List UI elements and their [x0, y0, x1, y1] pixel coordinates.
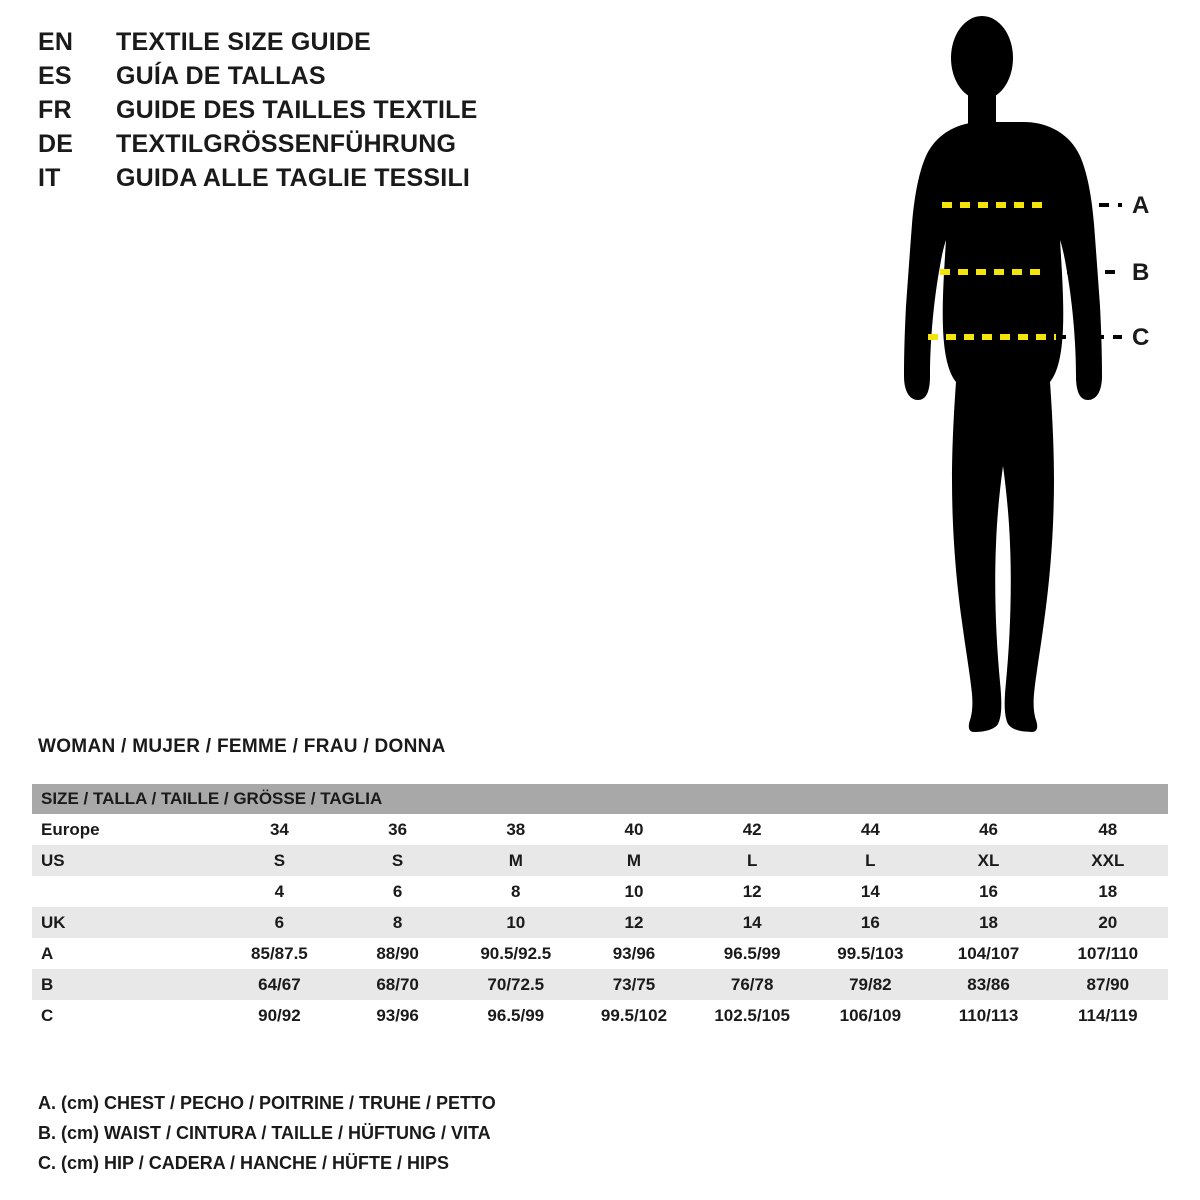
cell-usnum-1: 6	[339, 876, 457, 907]
cell-b-5: 79/82	[811, 969, 929, 1000]
title-row-en	[38, 28, 658, 62]
cell-a-4: 96.5/99	[693, 938, 811, 969]
title-lang-fr: FR	[38, 96, 72, 124]
cell-c-0: 90/92	[220, 1000, 338, 1031]
cell-usnum-5: 14	[811, 876, 929, 907]
cell-europe-4: 42	[693, 814, 811, 845]
row-label-c: C	[32, 1000, 220, 1031]
footnote-waist: B. (cm) WAIST / CINTURA / TAILLE / HÜFTUNG / VITA	[38, 1123, 491, 1143]
cell-uk-4: 14	[693, 907, 811, 938]
footnote-chest: A. (cm) CHEST / PECHO / POITRINE / TRUHE / PETTO	[38, 1093, 496, 1113]
footnote-block	[38, 1088, 938, 1178]
cell-europe-1: 36	[339, 814, 457, 845]
marker-label-b: B	[1132, 259, 1150, 286]
title-row-fr	[38, 96, 658, 130]
title-row-es	[38, 62, 658, 96]
cell-a-2: 90.5/92.5	[457, 938, 575, 969]
table-row	[32, 907, 1168, 938]
cell-a-6: 104/107	[929, 938, 1047, 969]
cell-a-5: 99.5/103	[811, 938, 929, 969]
cell-us-5: L	[811, 845, 929, 876]
body-figure	[860, 10, 1190, 750]
cell-usnum-4: 12	[693, 876, 811, 907]
cell-b-7: 87/90	[1048, 969, 1168, 1000]
title-lang-es: ES	[38, 62, 72, 90]
cell-b-4: 76/78	[693, 969, 811, 1000]
cell-uk-7: 20	[1048, 907, 1168, 938]
cell-europe-7: 48	[1048, 814, 1168, 845]
title-text-es: GUÍA DE TALLAS	[116, 62, 326, 90]
title-block	[38, 28, 658, 198]
cell-usnum-3: 10	[575, 876, 693, 907]
table-row	[32, 814, 1168, 845]
title-text-fr: GUIDE DES TAILLES TEXTILE	[116, 96, 478, 124]
title-lang-de: DE	[38, 130, 74, 158]
marker-label-a: A	[1132, 192, 1150, 219]
section-caption: WOMAN / MUJER / FEMME / FRAU / DONNA	[38, 736, 446, 757]
cell-a-3: 93/96	[575, 938, 693, 969]
cell-europe-0: 34	[220, 814, 338, 845]
cell-europe-5: 44	[811, 814, 929, 845]
cell-us-6: XL	[929, 845, 1047, 876]
cell-a-1: 88/90	[339, 938, 457, 969]
table-row	[32, 1000, 1168, 1031]
row-label-us: US	[32, 845, 220, 876]
cell-b-3: 73/75	[575, 969, 693, 1000]
title-text-de: TEXTILGRÖSSENFÜHRUNG	[116, 130, 457, 158]
cell-c-5: 106/109	[811, 1000, 929, 1031]
row-label-europe: Europe	[32, 814, 220, 845]
table-row	[32, 969, 1168, 1000]
cell-us-3: M	[575, 845, 693, 876]
cell-uk-0: 6	[220, 907, 338, 938]
cell-europe-2: 38	[457, 814, 575, 845]
cell-uk-5: 16	[811, 907, 929, 938]
size-table-container	[32, 784, 1168, 1031]
cell-b-6: 83/86	[929, 969, 1047, 1000]
cell-uk-1: 8	[339, 907, 457, 938]
row-label-us-numeric	[32, 876, 220, 907]
cell-us-4: L	[693, 845, 811, 876]
cell-a-7: 107/110	[1048, 938, 1168, 969]
cell-c-4: 102.5/105	[693, 1000, 811, 1031]
cell-c-1: 93/96	[339, 1000, 457, 1031]
size-table	[32, 784, 1168, 1031]
cell-us-0: S	[220, 845, 338, 876]
cell-usnum-2: 8	[457, 876, 575, 907]
row-label-uk: UK	[32, 907, 220, 938]
cell-usnum-0: 4	[220, 876, 338, 907]
table-row	[32, 845, 1168, 876]
cell-us-2: M	[457, 845, 575, 876]
row-label-a: A	[32, 938, 220, 969]
table-row	[32, 938, 1168, 969]
cell-b-0: 64/67	[220, 969, 338, 1000]
cell-c-2: 96.5/99	[457, 1000, 575, 1031]
marker-label-c: C	[1132, 324, 1150, 351]
cell-europe-6: 46	[929, 814, 1047, 845]
title-lang-en: EN	[38, 28, 74, 56]
cell-b-2: 70/72.5	[457, 969, 575, 1000]
cell-us-1: S	[339, 845, 457, 876]
cell-uk-3: 12	[575, 907, 693, 938]
footnote-hip: C. (cm) HIP / CADERA / HANCHE / HÜFTE / HIPS	[38, 1153, 450, 1173]
row-label-b: B	[32, 969, 220, 1000]
cell-b-1: 68/70	[339, 969, 457, 1000]
cell-usnum-7: 18	[1048, 876, 1168, 907]
cell-a-0: 85/87.5	[220, 938, 338, 969]
table-header-row	[32, 784, 1168, 814]
cell-europe-3: 40	[575, 814, 693, 845]
title-row-it	[38, 164, 658, 198]
title-row-de	[38, 130, 658, 164]
cell-us-7: XXL	[1048, 845, 1168, 876]
cell-uk-2: 10	[457, 907, 575, 938]
cell-c-3: 99.5/102	[575, 1000, 693, 1031]
cell-c-6: 110/113	[929, 1000, 1047, 1031]
cell-uk-6: 18	[929, 907, 1047, 938]
female-silhouette-shape	[904, 16, 1102, 732]
title-lang-it: IT	[38, 164, 61, 192]
cell-c-7: 114/119	[1048, 1000, 1168, 1031]
title-text-en: TEXTILE SIZE GUIDE	[116, 28, 372, 56]
table-row	[32, 876, 1168, 907]
cell-usnum-6: 16	[929, 876, 1047, 907]
table-header-label: SIZE / TALLA / TAILLE / GRÖSSE / TAGLIA	[32, 784, 1168, 814]
title-text-it: GUIDA ALLE TAGLIE TESSILI	[116, 164, 471, 192]
